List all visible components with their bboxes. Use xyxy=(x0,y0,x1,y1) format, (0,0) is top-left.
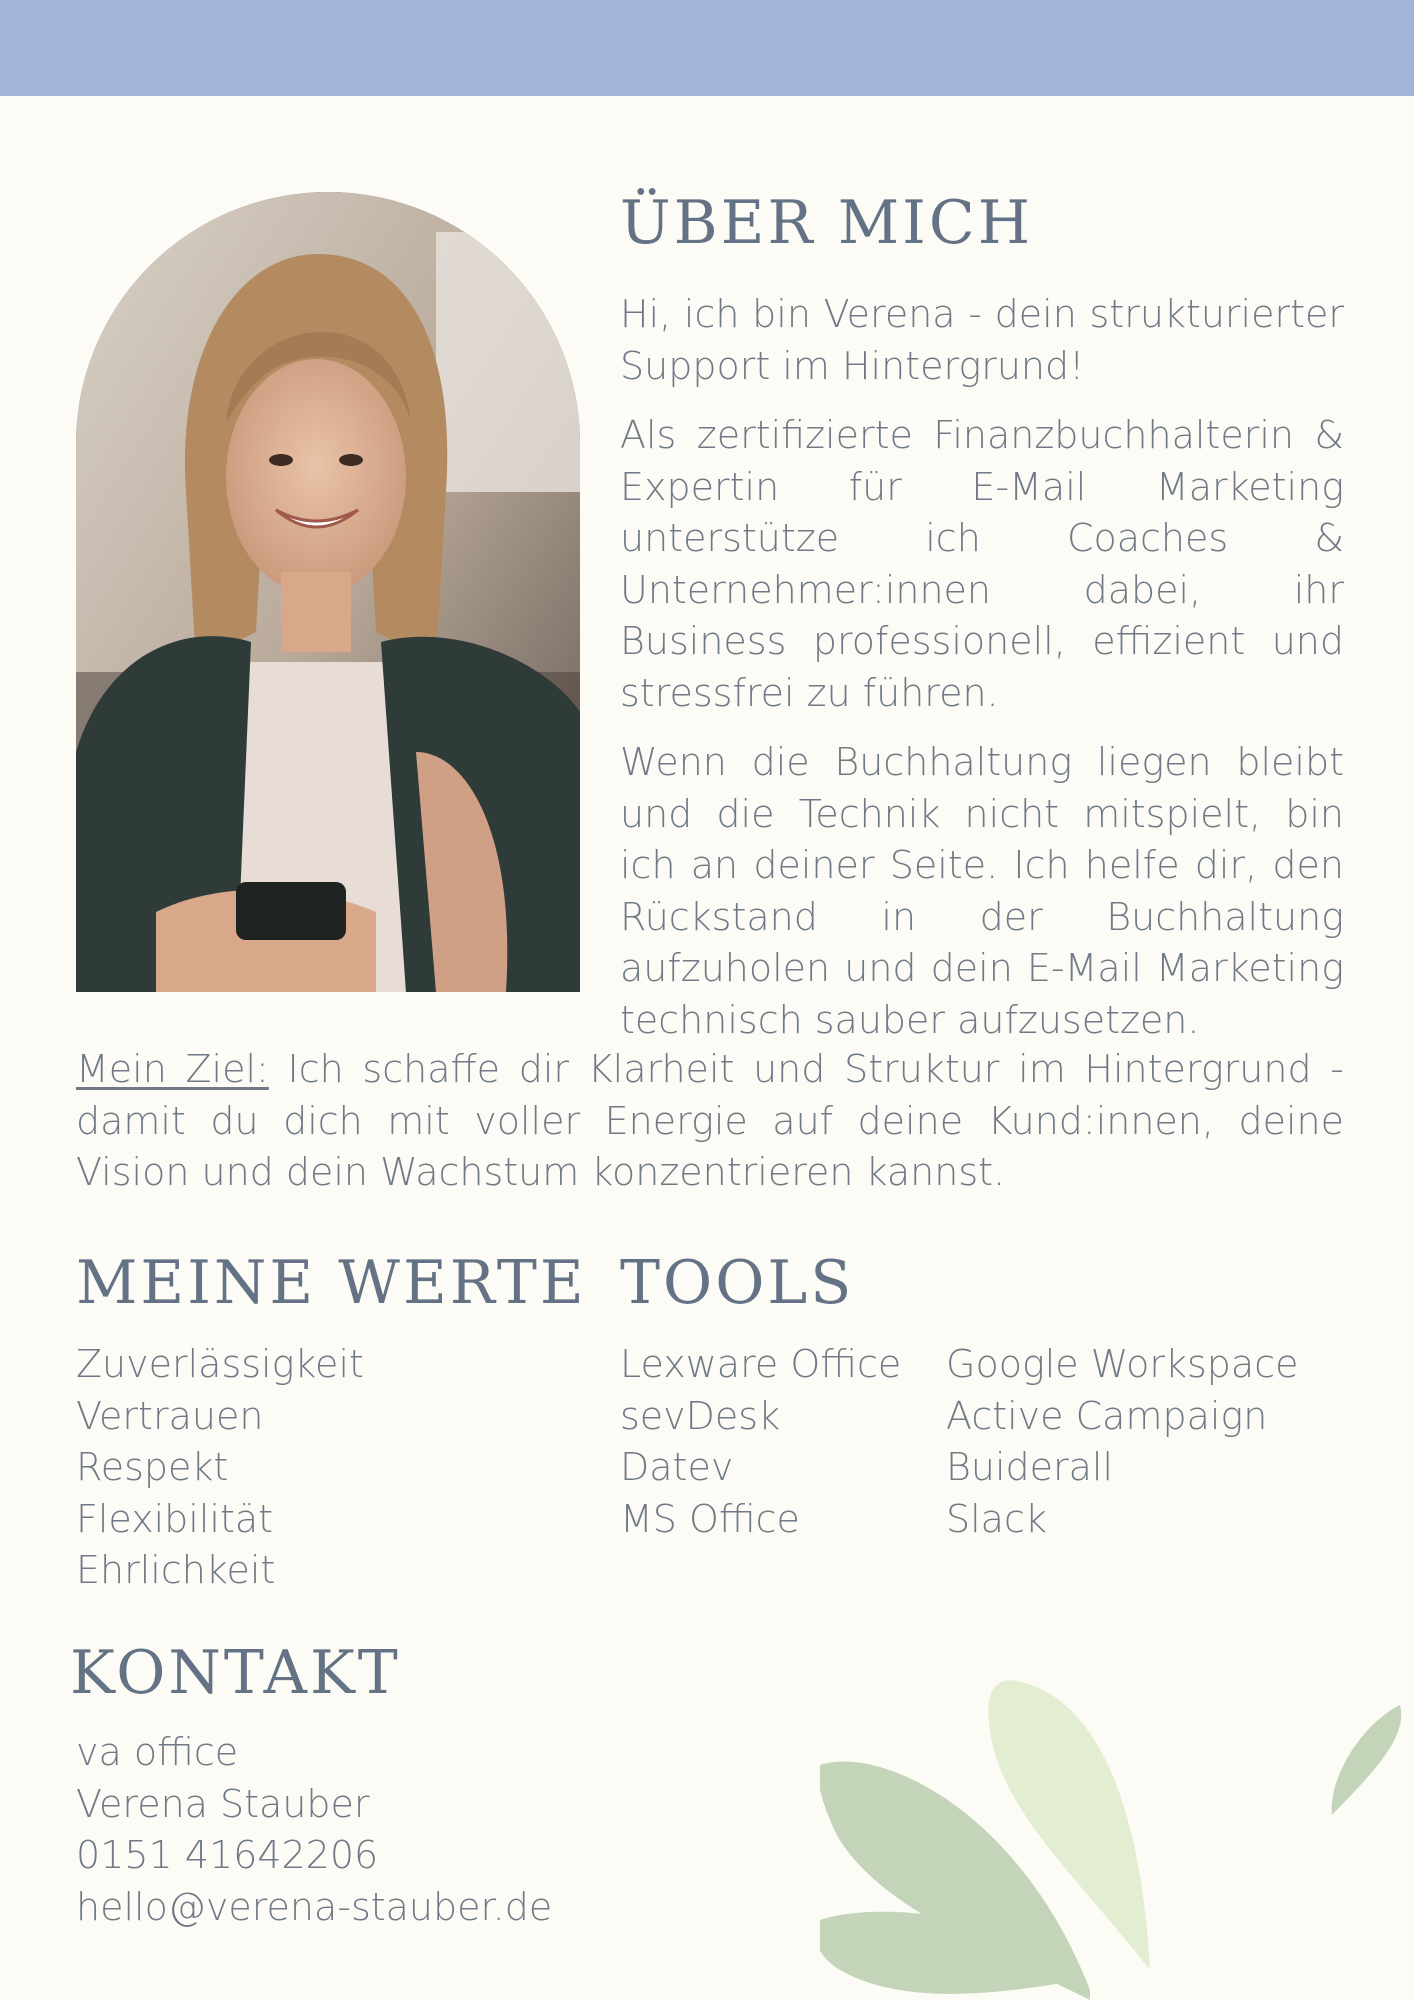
contact-list xyxy=(76,1727,552,1933)
tool-item: MS Office xyxy=(620,1496,800,1541)
tool-item: Lexware Office xyxy=(620,1342,902,1386)
about-paragraph-help: Wenn die Buchhaltung liegen bleibt und die Technik nicht mitspielt, bin ich an deiner Seite. Ich helfe dir, den Rückstand in der Buchhaltung aufzuholen und dein E-Mail Marketing technisch sauber aufzusetzen. xyxy=(620,740,1344,1042)
contact-phone: 0151 41642206 xyxy=(76,1833,379,1877)
about-paragraph-intro: Hi, ich bin Verena - dein strukturierter Support im Hintergrund! xyxy=(620,292,1344,388)
values-heading: MEINE WERTE xyxy=(76,1248,587,1318)
contact-name: Verena Stauber xyxy=(76,1781,370,1826)
tools-list-column-1 xyxy=(620,1339,901,1545)
contact-company: va office xyxy=(76,1730,239,1774)
about-paragraph-expertise: Als zertifizierte Finanzbuchhalterin & Expertin für E-Mail Marketing unterstütze ich Coaches & Unternehmer:innen dabei, ihr Business professionell, effizient und stressfrei zu führen. xyxy=(620,413,1344,715)
value-item: Flexibilität xyxy=(76,1496,274,1541)
value-item: Zuverlässigkeit xyxy=(76,1342,364,1386)
tools-list-column-2 xyxy=(946,1339,1298,1545)
contact-heading: KONTAKT xyxy=(70,1638,401,1708)
leaf-right-icon xyxy=(1332,1705,1402,1815)
contact-email: hello@verena-stauber.de xyxy=(76,1884,553,1929)
goal-text: Ich schaffe dir Klarheit und Struktur im Hintergrund - damit du dich mit voller Energie auf deine Kund:innen, deine Vision und dein Wachstum konzentrieren kannst. xyxy=(76,1047,1344,1194)
about-heading: ÜBER MICH xyxy=(620,188,1034,258)
values-list xyxy=(76,1339,364,1597)
tool-item: Slack xyxy=(946,1496,1047,1541)
value-item: Ehrlichkeit xyxy=(76,1548,276,1592)
about-text xyxy=(620,289,1344,1064)
tools-heading: TOOLS xyxy=(620,1248,855,1318)
tool-item: Active Campaign xyxy=(946,1393,1268,1438)
portrait-photo xyxy=(76,192,580,992)
tool-item: sevDesk xyxy=(620,1393,781,1438)
tool-item: Buiderall xyxy=(946,1445,1114,1489)
tool-item: Datev xyxy=(620,1445,734,1489)
goal-statement xyxy=(76,1044,1344,1199)
tool-item: Google Workspace xyxy=(946,1342,1299,1386)
value-item: Vertrauen xyxy=(76,1393,264,1438)
decorative-leaves-icon xyxy=(820,1650,1414,2000)
value-item: Respekt xyxy=(76,1445,229,1489)
goal-label: Mein Ziel: xyxy=(76,1047,269,1091)
top-banner xyxy=(0,0,1414,96)
